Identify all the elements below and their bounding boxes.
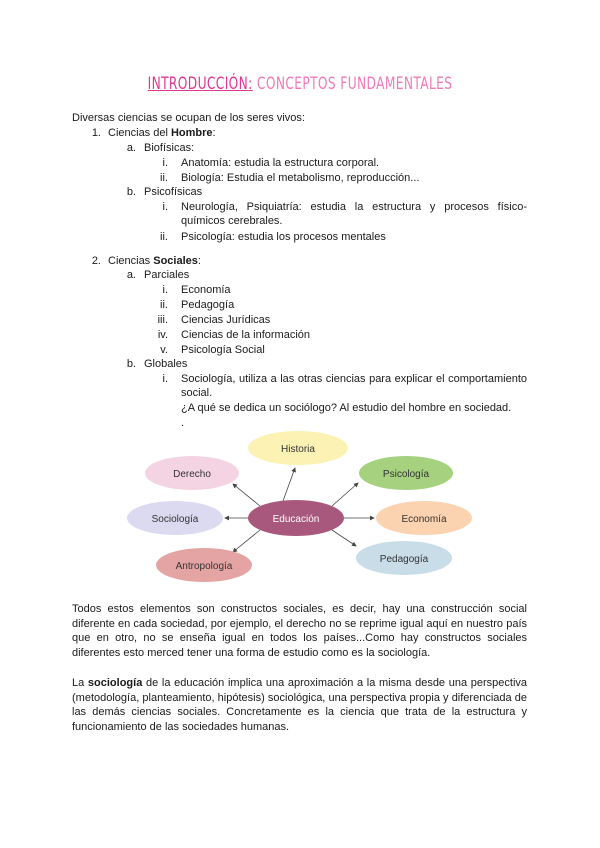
list-item: Ciencias de la información [181, 329, 311, 341]
list-item: Anatomía: estudia la estructura corporal. [181, 157, 380, 169]
section2-a-label: Parciales [144, 269, 190, 281]
list-marker: i. [162, 373, 168, 385]
page-title [84, 74, 516, 94]
intro-text: Diversas ciencias se ocupan de los seres vivos: [72, 112, 305, 124]
section2-heading [108, 254, 201, 268]
label-derecho: Derecho [173, 469, 211, 480]
list-marker: ii. [160, 172, 168, 184]
list-marker: i. [162, 201, 168, 213]
label-economia: Economía [401, 514, 447, 525]
arrow-historia [283, 468, 295, 501]
section2-suffix: : [197, 255, 201, 267]
section2-prefix: Ciencias [108, 255, 154, 267]
paragraph-sociologia [72, 676, 527, 734]
label-historia: Historia [281, 444, 315, 455]
section1-prefix: Ciencias del [108, 127, 171, 139]
section1-number: 1. [91, 127, 101, 139]
title-conceptos: CONCEPTOS FUNDAMENTALES [252, 74, 453, 94]
section1-bold: Hombre [170, 127, 213, 139]
section2-b-marker: b. [126, 358, 136, 370]
trailing-dot: . [181, 417, 185, 429]
list-item: Sociología, utiliza a las otras ciencias para explicar el comportamiento social. [181, 373, 527, 399]
label-sociologia: Sociología [151, 514, 199, 525]
list-marker: i. [162, 284, 168, 296]
list-item: Psicología Social [181, 344, 265, 356]
label-antropologia: Antropología [175, 561, 233, 572]
section1-heading [108, 126, 216, 140]
paragraph2-prefix: La [72, 677, 88, 689]
section2-number: 2. [91, 255, 101, 267]
sociologist-question: ¿A qué se dedica un sociólogo? Al estudio del hombre en sociedad. [181, 402, 512, 414]
section1-a-marker: a. [126, 142, 136, 154]
arrow-psicologia [332, 483, 358, 506]
label-psicologia: Psicología [382, 469, 430, 480]
list-item: Ciencias Jurídicas [181, 314, 271, 326]
label-educacion: Educación [272, 514, 320, 525]
list-marker: iv. [157, 329, 168, 341]
paragraph2-rest: de la educación implica una aproximación a la misma desde una perspectiva (metodología, planteamiento, hipótesis) sociológica, una perspectiva propia y diferenciada de las demás ciencias sociales. Concretamente es la ciencia que trata de la estructura y funcionamiento de las sociedades humanas. [72, 677, 528, 733]
education-diagram [120, 428, 480, 588]
arrow-antropologia [233, 530, 260, 552]
arrow-pedagogia [332, 530, 356, 546]
list-item: Pedagogía [181, 299, 235, 311]
paragraph-constructos: Todos estos elementos son constructos sociales, es decir, hay una construcción social diferente en cada sociedad, por ejemplo, el derecho no se reprime igual aquí en nuestro país que en otro, no se enseña igual en todos los países...Como hay constructos sociales diferentes esto merced tener una forma de estudio como es la sociología. [72, 603, 527, 659]
title-introduccion: INTRODUCCIÓN: [147, 74, 253, 94]
section1-suffix: : [212, 127, 216, 139]
section1-b-marker: b. [126, 186, 136, 198]
list-item: Biología: Estudia el metabolismo, reproducción... [181, 172, 420, 184]
list-marker: v. [160, 344, 168, 356]
section2-a-marker: a. [126, 269, 136, 281]
section2-bold: Sociales [153, 255, 198, 267]
list-marker: ii. [160, 299, 168, 311]
section1-b-label: Psicofísicas [144, 186, 203, 198]
list-item: Psicología: estudia los procesos mentales [181, 231, 386, 243]
label-pedagogia: Pedagogía [379, 554, 429, 565]
section2-b-label: Globales [144, 358, 188, 370]
list-marker: iii. [157, 314, 168, 326]
paragraph2-bold: sociología [87, 677, 143, 689]
section1-a-label: Biofísicas: [144, 142, 195, 154]
list-marker: i. [162, 157, 168, 169]
list-item: Economía [181, 284, 231, 296]
list-marker: ii. [160, 231, 168, 243]
arrow-derecho [233, 484, 260, 506]
list-item: Neurología, Psiquiatría: estudia la estructura y procesos físico-químicos cerebrales. [181, 201, 527, 227]
